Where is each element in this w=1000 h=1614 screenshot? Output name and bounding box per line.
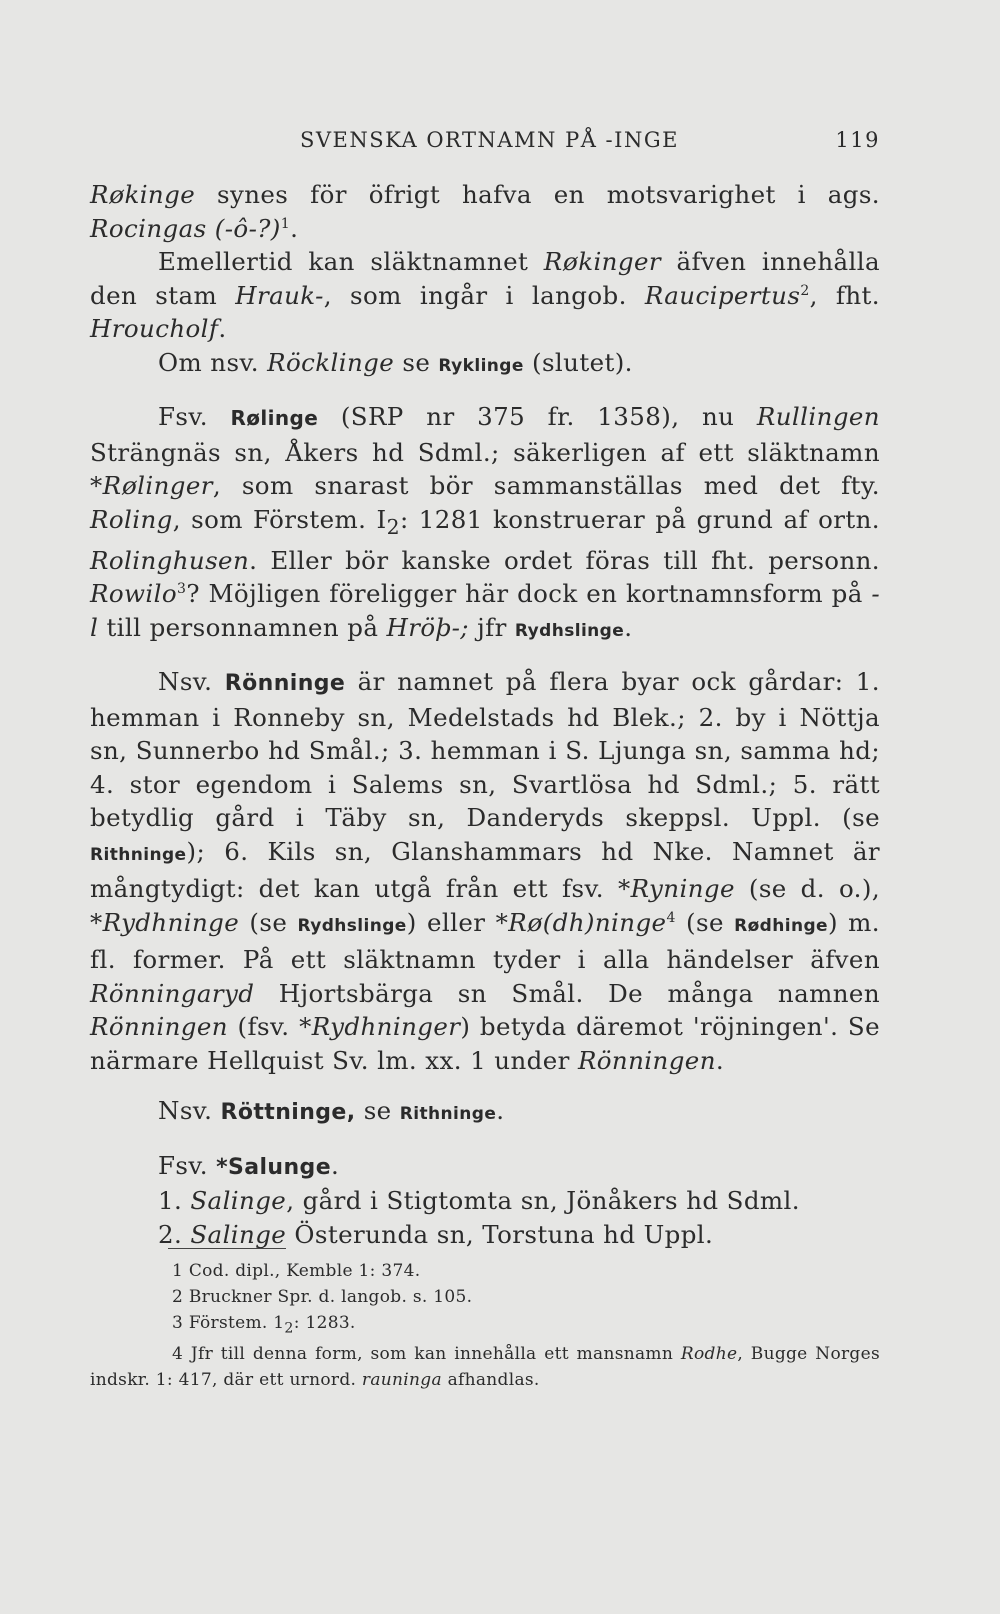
text: ) betyda däremot 'röjningen'. Se närmare Hellquist Sv. lm. xx. 1 under — [90, 1012, 881, 1075]
place-name: Røkinge — [90, 180, 196, 209]
item-number: 1. — [158, 1186, 191, 1216]
list-item — [90, 1184, 880, 1218]
name: Rolinghusen — [90, 545, 250, 575]
footnote-4 — [90, 1341, 880, 1393]
place-name: Salinge — [190, 1219, 287, 1249]
text: se — [355, 1096, 400, 1126]
name: Rullingen — [756, 402, 880, 431]
text: äfven innehålla den stam — [90, 247, 880, 310]
footnotes — [90, 1258, 880, 1393]
text: Hjortsbärga sn Smål. De många namnen — [254, 978, 880, 1008]
name: Röcklinge — [267, 347, 395, 377]
subscript: 2 — [386, 514, 400, 539]
name: rauninga — [361, 1370, 442, 1391]
footnote-divider — [168, 1248, 286, 1249]
text: . — [331, 1150, 340, 1180]
text: (se — [675, 907, 735, 937]
item-number: 2. — [158, 1219, 191, 1249]
headword: *Salunge — [216, 1154, 332, 1180]
name: Rönningen — [90, 1012, 228, 1042]
name: Rodhe — [680, 1344, 738, 1365]
headword: Rølinge — [230, 406, 319, 430]
text: (se d. o.), — [734, 874, 881, 904]
text: Emellertid kan släktnamnet — [158, 247, 544, 276]
name: Hroucholf — [90, 314, 219, 343]
text: 4 Jfr till denna form, som kan innehålla ett mansnamn — [172, 1344, 681, 1365]
cross-reference: Ryklinge — [438, 355, 524, 376]
page-number: 119 — [835, 128, 880, 152]
text: 3 Förstem. 1 — [172, 1313, 285, 1333]
footnote-1: 1 Cod. dipl., Kemble 1: 374. — [172, 1261, 421, 1281]
name: Hröþ-; — [386, 612, 469, 642]
entry-rolinge — [90, 400, 880, 648]
headword: Rönninge — [224, 671, 346, 697]
text: . — [624, 612, 633, 642]
footnote-ref: 2 — [800, 282, 810, 299]
text: Fsv. — [158, 402, 231, 431]
place-name: Rocingas (-ô-?) — [90, 213, 281, 243]
name: *Rydhninger — [299, 1012, 461, 1042]
cross-reference: Rithninge — [399, 1104, 497, 1125]
text: ); 6. Kils sn, Glanshammars hd Nke. Namnet är mångtydigt: det kan utgå från ett fsv. — [90, 836, 880, 904]
entry-salunge — [90, 1149, 880, 1185]
name: Hrauk- — [235, 280, 324, 310]
name: Rowilo — [90, 579, 177, 609]
paragraph-rokinge — [90, 178, 880, 245]
text: till personnamnen på — [98, 612, 387, 642]
text: Om nsv. — [158, 347, 268, 377]
name: Røkinger — [543, 247, 661, 276]
text: , som snarast bör sammanställas med det fty. — [212, 471, 880, 500]
footnote-3 — [90, 1310, 880, 1341]
text: , gård i Stigtomta sn, Jönåkers hd Sdml. — [286, 1186, 800, 1216]
headword: Röttninge, — [220, 1100, 356, 1126]
text: Strängnäs sn, Åkers hd Sdml.; säkerligen af ett släktnamn — [90, 437, 880, 467]
name: *Ryninge — [617, 874, 735, 904]
name: *Rø(dh)ninge — [495, 907, 667, 937]
name: Rönningaryd — [90, 978, 255, 1008]
text: . Eller bör kanske ordet föras till fht. personn. — [249, 545, 880, 575]
text: . — [715, 1045, 725, 1075]
footnote-ref: 1 — [280, 215, 291, 232]
entry-rottninge — [90, 1094, 880, 1132]
footnote-ref: 3 — [177, 581, 187, 598]
text: Österunda sn, Torstuna hd Uppl. — [286, 1219, 714, 1249]
entry-ronninge — [90, 665, 880, 1077]
text: , fht. — [809, 280, 880, 310]
text: , som ingår i langob. — [323, 280, 645, 310]
cross-reference: Rithninge — [90, 844, 187, 865]
cross-reference: Rydhslinge — [514, 620, 625, 641]
name: Rönningen — [577, 1045, 716, 1075]
text: , som Förstem. I — [172, 504, 387, 534]
text: är namnet på flera byar ock gårdar: 1. hemman i Ronneby sn, Medelstads hd Blek.; 2. by i Nöttja sn, Sunnerbo hd Smål.; 3. hemman i S. Ljunga sn, samma hd; 4. stor egendom i Salems sn, Svartlösa hd Sdml.; 5. rätt betydlig gård i Täby sn, Danderyds skeppsl. Uppl. (se — [90, 667, 880, 833]
paragraph-rocklinge — [90, 346, 880, 384]
text: : 1283. — [293, 1313, 356, 1333]
text: Nsv. — [158, 667, 225, 697]
text: ) m. fl. former. På ett släktnamn tyder i alla händelser äfven — [90, 907, 880, 975]
text: ? Möjligen föreligger här dock en kortnamnsform på — [186, 579, 872, 609]
name: *Rølinger — [90, 471, 213, 500]
name: Raucipertus — [644, 280, 801, 310]
text: (se — [239, 907, 298, 937]
footnote-ref: 4 — [666, 909, 676, 926]
list-item — [90, 1218, 880, 1252]
cross-reference: Rødhinge — [734, 915, 828, 936]
text: Fsv. — [158, 1150, 217, 1180]
name: *Rydhninge — [90, 907, 240, 937]
subscript: 2 — [284, 1320, 294, 1337]
text: se — [394, 347, 439, 377]
text: afhandlas. — [441, 1370, 540, 1391]
running-title: SVENSKA ORTNAMN PÅ -INGE — [300, 128, 679, 152]
text: (SRP nr 375 fr. 1358), nu — [318, 402, 757, 431]
text: : 1281 konstruerar på grund af ortn. — [399, 504, 880, 534]
text: synes för öfrigt hafva en motsvarighet i ags. — [195, 180, 880, 209]
paragraph-emellertid — [90, 245, 880, 346]
place-name: Salinge — [190, 1186, 287, 1216]
text: . — [496, 1096, 505, 1126]
text: (fsv. — [227, 1012, 300, 1042]
cross-reference: Rydhslinge — [297, 915, 407, 936]
footnote-2: 2 Bruckner Spr. d. langob. s. 105. — [172, 1287, 473, 1307]
text: ) eller — [406, 907, 496, 937]
text: . — [218, 314, 227, 343]
text: . — [290, 213, 299, 243]
name: Roling — [90, 504, 173, 534]
text: , Bugge Norges indskr. 1: 417, där ett urnord. — [90, 1344, 880, 1391]
text: jfr — [468, 612, 515, 642]
text: (slutet). — [523, 347, 633, 377]
name: -l — [90, 579, 880, 642]
text: Nsv. — [158, 1096, 221, 1126]
body-text — [90, 178, 880, 1251]
